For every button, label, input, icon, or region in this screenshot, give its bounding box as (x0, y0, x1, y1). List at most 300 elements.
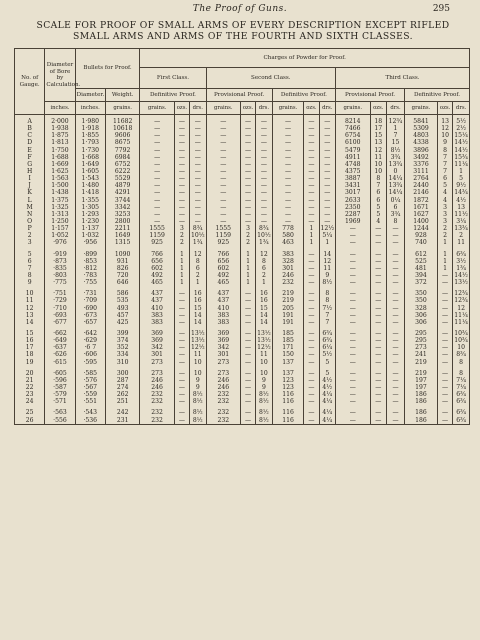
table-cell: — (240, 351, 255, 358)
table-cell: — (240, 218, 255, 225)
table-cell: — (370, 319, 387, 326)
unit-inches: inches. (75, 102, 105, 115)
table-cell: 3253 (105, 211, 139, 218)
table-cell: 13½ (257, 337, 271, 345)
table-cell: — (174, 204, 189, 211)
table-cell: 1·563 (45, 175, 75, 182)
table-cell: — (272, 139, 304, 146)
table-cell: 273 (140, 359, 174, 366)
table-cell: 273 (140, 370, 174, 377)
table-cell: 11 (370, 154, 387, 161)
table-cell: 13¾ (454, 225, 468, 233)
table-cell: 12¾ (454, 290, 468, 298)
table-cell: 399 (105, 330, 139, 337)
table-cell: 6 (438, 175, 453, 182)
table-cell: — (206, 147, 240, 154)
table-cell: 7 (15, 265, 45, 272)
table-cell: ·606 (75, 351, 105, 358)
table-cell: 232 (272, 279, 304, 286)
table-row (15, 409, 470, 416)
table-cell: 6¾ (453, 409, 470, 416)
table-cell: — (240, 115, 255, 126)
table-cell: — (240, 337, 255, 344)
table-cell: 437 (140, 297, 174, 304)
table-cell: N (15, 211, 45, 218)
table-cell: — (190, 139, 207, 146)
table-cell: — (174, 351, 189, 358)
table-cell: 137 (272, 359, 304, 366)
table-cell: — (387, 297, 405, 304)
table-cell: 3744 (105, 197, 139, 204)
table-cell: 9 (15, 279, 45, 286)
table-cell: 1 (453, 168, 470, 175)
table-cell: ·919 (45, 251, 75, 258)
table-cell: — (370, 377, 387, 384)
table-cell: — (319, 154, 336, 161)
table-cell: — (304, 125, 319, 132)
page-number: 295 (432, 4, 450, 14)
table-cell: 7¼ (453, 384, 470, 391)
table-cell: — (240, 125, 255, 132)
table-cell: ·596 (45, 377, 75, 384)
table-cell: 12 (15, 305, 45, 312)
table-cell: 720 (105, 272, 139, 279)
table-cell: 465 (140, 279, 174, 286)
table-cell: — (272, 125, 304, 132)
table-cell: 766 (206, 251, 240, 258)
table-cell: 116 (272, 391, 304, 398)
table-cell: 123 (272, 377, 304, 384)
table-cell: 1¾ (190, 239, 207, 246)
table-cell: ·637 (45, 344, 75, 351)
table-cell: 5¼ (319, 232, 336, 239)
table-cell: — (438, 272, 453, 279)
table-cell: 2 (256, 272, 273, 279)
table-row (15, 351, 470, 358)
table-cell: 9½ (453, 182, 470, 189)
table-row (15, 125, 470, 132)
table-row (15, 168, 470, 175)
table-cell: 6 (190, 265, 207, 272)
table-cell: — (140, 132, 174, 139)
unit-grains: grains. (272, 102, 304, 115)
table-cell: — (304, 409, 319, 416)
table-cell: 3 (240, 225, 255, 232)
table-cell: — (272, 204, 304, 211)
table-cell: 12 (370, 147, 387, 154)
table-cell: — (438, 351, 453, 358)
table-cell: 646 (105, 279, 139, 286)
table-cell: P (15, 225, 45, 232)
table-cell: — (190, 125, 207, 132)
table-cell: — (319, 182, 336, 189)
table-cell: 12 (438, 125, 453, 132)
table-cell: 350 (404, 297, 437, 304)
table-cell: 232 (140, 391, 174, 398)
unit-drs: drs. (319, 102, 336, 115)
table-cell: 7 (438, 154, 453, 161)
table-cell: 1·688 (45, 154, 75, 161)
table-cell: — (304, 398, 319, 405)
table-cell: — (438, 305, 453, 312)
table-cell: — (304, 168, 319, 175)
table-row (15, 344, 470, 351)
table-cell: 232 (140, 398, 174, 405)
table-cell: 14 (190, 312, 207, 319)
table-cell: — (304, 312, 319, 319)
table-cell: 369 (140, 337, 174, 344)
table-cell: 2 (438, 225, 453, 232)
table-cell: F (15, 154, 45, 161)
table-cell: 1555 (140, 225, 174, 232)
table-cell: — (387, 279, 405, 286)
table-cell: 1·730 (75, 147, 105, 154)
table-cell: — (174, 359, 189, 366)
table-body (15, 115, 470, 425)
table-cell: 1 (174, 258, 189, 265)
table-cell: 1·032 (75, 232, 105, 239)
table-cell: — (206, 204, 240, 211)
table-cell: 287 (105, 377, 139, 384)
table-cell: 14¼ (387, 175, 405, 182)
table-cell: 7 (438, 168, 453, 175)
table-cell: — (438, 409, 453, 416)
table-cell: — (387, 251, 405, 258)
table-cell: 437 (206, 297, 240, 304)
table-cell: 6¾ (319, 337, 336, 344)
table-row (15, 272, 470, 279)
table-cell: 14 (15, 319, 45, 326)
table-cell: 1·918 (75, 125, 105, 132)
table-cell: — (240, 391, 255, 398)
table-cell: — (370, 279, 387, 286)
table-cell: 7 (370, 182, 387, 189)
table-cell: — (206, 132, 240, 139)
table-cell: ·803 (45, 272, 75, 279)
table-cell: — (387, 398, 405, 405)
table-cell: 8 (15, 272, 45, 279)
table-cell: 1 (190, 279, 207, 286)
table-cell: — (174, 344, 189, 351)
table-cell: 8 (453, 370, 470, 377)
table-cell: 16 (256, 297, 273, 304)
table-cell: — (206, 189, 240, 196)
table-cell: — (256, 218, 273, 225)
table-cell: 13 (438, 115, 453, 126)
table-cell: 4 (438, 189, 453, 196)
table-cell: — (304, 337, 319, 344)
table-cell: — (140, 211, 174, 218)
table-cell: 1·325 (45, 204, 75, 211)
table-cell: 374 (105, 337, 139, 344)
table-cell: 6984 (105, 154, 139, 161)
table-cell: 2350 (336, 204, 370, 211)
table-cell: — (174, 337, 189, 344)
table-cell: — (370, 398, 387, 405)
table-cell: ·690 (75, 305, 105, 312)
table-cell: 8 (256, 258, 273, 265)
table-cell: — (304, 211, 319, 218)
table-cell: — (240, 297, 255, 304)
table-cell: 11 (256, 351, 273, 358)
table-cell: — (174, 182, 189, 189)
table-cell: 14 (319, 251, 336, 258)
table-cell: 7¼ (453, 377, 470, 384)
table-cell: 1·418 (75, 189, 105, 196)
table-cell: 8 (319, 290, 336, 297)
table-cell: 16 (190, 290, 207, 297)
table-cell: 2 (453, 232, 470, 239)
table-cell: 1 (256, 279, 273, 286)
table-cell: — (174, 330, 189, 337)
table-row (15, 251, 470, 258)
table-cell: 925 (140, 239, 174, 246)
table-cell: — (336, 251, 370, 258)
table-cell: 928 (404, 232, 437, 239)
table-cell: 1 (240, 265, 255, 272)
table-cell: ·595 (75, 359, 105, 366)
table-cell: 1·137 (75, 225, 105, 232)
table-cell: — (304, 251, 319, 258)
unit-drs: drs. (453, 102, 470, 115)
table-cell: 1¾ (256, 239, 273, 246)
table-cell: 8 (319, 297, 336, 304)
table-cell: 481 (404, 265, 437, 272)
table-cell: — (240, 398, 255, 405)
table-cell: — (438, 398, 453, 405)
table-cell: — (174, 377, 189, 384)
table-cell: — (370, 265, 387, 272)
unit-drs: drs. (256, 102, 273, 115)
table-cell: 1·649 (75, 161, 105, 168)
table-cell: 1400 (404, 218, 437, 225)
table-cell: 13¾ (387, 182, 405, 189)
table-cell: — (387, 258, 405, 265)
table-cell: 437 (206, 290, 240, 297)
table-cell: ·649 (45, 337, 75, 344)
table-cell: 11½ (454, 210, 468, 218)
table-cell: — (438, 377, 453, 384)
table-cell: 383 (140, 312, 174, 319)
table-cell: 5 (438, 182, 453, 189)
table-cell: 1·793 (75, 139, 105, 146)
table-cell: 740 (404, 239, 437, 246)
table-cell: 11682 (105, 115, 139, 126)
table-cell: — (174, 391, 189, 398)
table-row (15, 416, 470, 424)
title-line-2: SMALL ARMS AND ARMS OF THE FOURTH AND SIXTH CLASSES. (73, 31, 413, 42)
table-row (15, 225, 470, 232)
table-cell: ·567 (75, 384, 105, 391)
table-cell: — (336, 305, 370, 312)
table-row (15, 305, 470, 312)
table-cell: — (304, 258, 319, 265)
table-cell: — (319, 189, 336, 196)
table-cell: C (15, 132, 45, 139)
table-cell: 350 (404, 290, 437, 297)
table-cell: — (387, 351, 405, 358)
table-cell: — (319, 211, 336, 218)
running-head: The Proof of Guns. (192, 4, 288, 14)
table-cell: 1·355 (75, 197, 105, 204)
table-cell: 602 (140, 265, 174, 272)
table-cell: 5 (370, 211, 387, 218)
table-cell: — (206, 161, 240, 168)
table-cell: — (387, 409, 405, 416)
table-cell: 1555 (206, 225, 240, 232)
header-second-definitive: Definitive Proof. (272, 89, 335, 102)
table-cell: 3½ (453, 258, 470, 265)
table-cell: 1·938 (45, 125, 75, 132)
table-cell: 9 (256, 384, 273, 391)
unit-ozs: ozs. (240, 102, 255, 115)
table-cell: — (370, 225, 387, 232)
table-cell: — (272, 189, 304, 196)
table-cell: 2800 (105, 218, 139, 225)
table-cell: — (387, 370, 405, 377)
table-cell: 14½ (454, 271, 468, 279)
table-cell: 6¾ (319, 330, 336, 337)
table-cell: 12½ (257, 344, 271, 352)
table-cell: 437 (140, 290, 174, 297)
table-cell: — (190, 132, 207, 139)
header-third-definitive: Definitive Proof. (404, 89, 469, 102)
table-cell: 1872 (404, 197, 437, 204)
table-cell: — (304, 197, 319, 204)
table-cell: ·783 (75, 272, 105, 279)
table-cell: — (304, 175, 319, 182)
table-cell: 25 (15, 409, 45, 416)
table-cell: 219 (404, 370, 437, 377)
table-cell: — (387, 232, 405, 239)
table-cell: — (304, 265, 319, 272)
table-cell: 246 (206, 384, 240, 391)
table-cell: 1 (240, 258, 255, 265)
table-cell: 1·157 (45, 225, 75, 232)
table-cell: 15 (256, 305, 273, 312)
table-cell: 4375 (336, 168, 370, 175)
table-cell: — (319, 197, 336, 204)
table-cell: 1244 (404, 225, 437, 232)
table-cell: ·576 (75, 377, 105, 384)
table-cell: 219 (272, 290, 304, 297)
table-row (15, 279, 470, 286)
header-no-gauge: No. of Gauge. (15, 49, 45, 115)
table-cell: — (174, 416, 189, 424)
table-row (15, 337, 470, 344)
table-cell: 8½ (256, 398, 273, 405)
table-cell: — (240, 377, 255, 384)
table-cell: 2 (174, 232, 189, 239)
table-cell: 3¾ (387, 154, 405, 161)
table-cell: 8½ (319, 279, 336, 286)
table-cell: 7 (319, 312, 336, 319)
table-cell: 4911 (336, 154, 370, 161)
table-cell: ·775 (45, 279, 75, 286)
table-cell: — (370, 239, 387, 246)
table-cell: 1·813 (45, 139, 75, 146)
table-cell: 1 (438, 265, 453, 272)
table-cell: 301 (140, 351, 174, 358)
table-cell: 6100 (336, 139, 370, 146)
table-cell: 14½ (454, 139, 468, 147)
table-cell: 219 (404, 359, 437, 366)
table-cell: 1969 (336, 218, 370, 225)
table-cell: — (240, 197, 255, 204)
table-cell: 826 (105, 265, 139, 272)
table-cell: 7 (387, 132, 405, 139)
table-cell: — (140, 175, 174, 182)
table-row (15, 290, 470, 297)
table-cell: 10618 (105, 125, 139, 132)
table-cell: ·755 (75, 279, 105, 286)
table-cell: 8 (453, 359, 470, 366)
table-cell: — (140, 182, 174, 189)
table-cell: 10¾ (454, 329, 468, 337)
table-cell: 14 (256, 312, 273, 319)
header-diameter-bore: Diameter of Bore by Calculation. (45, 49, 75, 102)
table-cell: 273 (206, 370, 240, 377)
table-cell: 4¼ (319, 416, 336, 424)
table-cell: — (240, 161, 255, 168)
table-cell: 6 (256, 265, 273, 272)
table-cell: 3 (174, 225, 189, 232)
table-cell: — (319, 132, 336, 139)
table-cell: 116 (272, 416, 304, 424)
table-cell: 15¼ (454, 132, 468, 140)
table-cell: 11 (190, 351, 207, 358)
table-cell: 10 (370, 161, 387, 168)
table-cell: 231 (105, 416, 139, 424)
table-cell: 10 (190, 370, 207, 377)
table-cell: — (256, 189, 273, 196)
table-cell: 778 (272, 225, 304, 232)
table-cell: — (272, 168, 304, 175)
table-cell: — (370, 409, 387, 416)
table-cell: 1315 (105, 239, 139, 246)
table-cell: ·751 (45, 290, 75, 297)
table-cell: 394 (404, 272, 437, 279)
table-cell: 186 (404, 409, 437, 416)
table-cell: 246 (140, 384, 174, 391)
table-cell: — (240, 175, 255, 182)
table-cell: 6¾ (453, 416, 470, 424)
table-cell: 8¾ (453, 351, 470, 358)
table-cell: 1·313 (45, 211, 75, 218)
table-cell: 116 (272, 398, 304, 405)
table-cell: — (272, 154, 304, 161)
table-cell: ·873 (45, 258, 75, 265)
table-cell: — (370, 370, 387, 377)
table-cell: 9606 (105, 132, 139, 139)
table-row (15, 312, 470, 319)
table-cell: 612 (404, 251, 437, 258)
table-cell: 11 (319, 265, 336, 272)
table-cell: — (387, 384, 405, 391)
table-cell: — (174, 125, 189, 132)
table-cell: 492 (206, 272, 240, 279)
table-row (15, 370, 470, 377)
table-cell: 10 (190, 359, 207, 366)
table-cell: — (190, 147, 207, 154)
table-cell: — (206, 125, 240, 132)
table-cell: 383 (140, 319, 174, 326)
table-cell: — (319, 139, 336, 146)
table-cell: 10 (438, 132, 453, 139)
table-cell: 342 (206, 344, 240, 351)
table-cell: M (15, 204, 45, 211)
table-cell: 10 (256, 359, 273, 366)
